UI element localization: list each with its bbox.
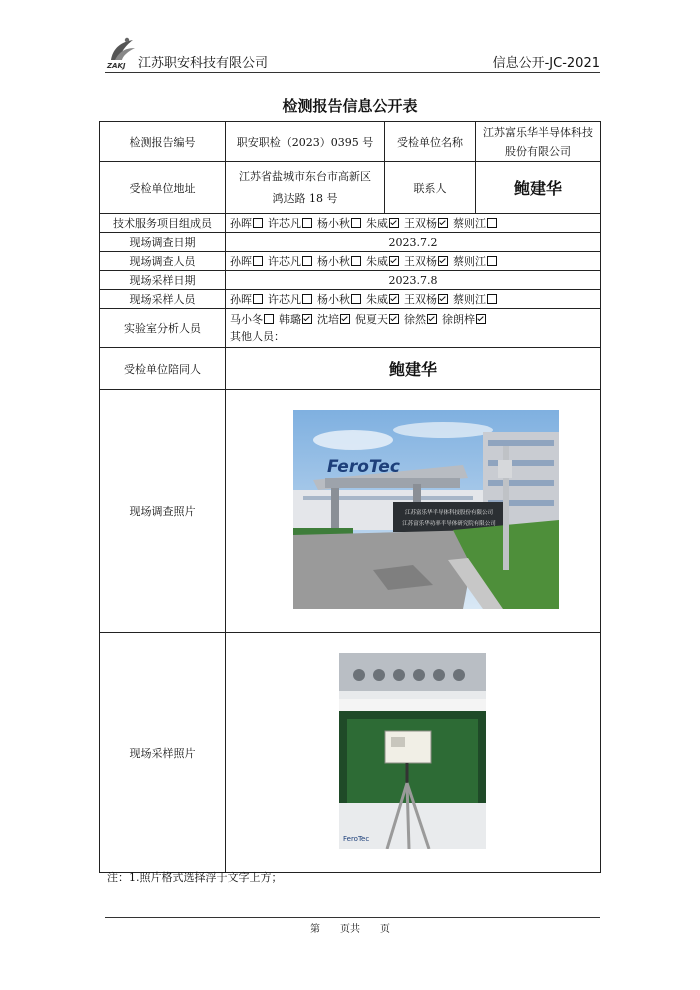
contact-label: 联系人 [385, 162, 476, 214]
staff-name: 徐朗梓 [442, 313, 475, 326]
staff-name: 蔡则江 [453, 255, 486, 268]
document-code: 信息公开-JC-2021 [492, 56, 600, 71]
footer-divider [105, 917, 600, 918]
staff-name: 许芯凡 [268, 217, 301, 230]
survey-staff-label: 现场调查人员 [100, 252, 226, 271]
checked-box-icon [438, 294, 448, 304]
table-row [100, 309, 601, 348]
team-label: 技术服务项目组成员 [100, 214, 226, 233]
empty-box-icon [487, 218, 497, 228]
staff-name: 孙晖 [230, 293, 252, 306]
sampling-photo-cell [226, 633, 601, 873]
staff-entry [453, 255, 497, 268]
empty-box-icon [253, 256, 263, 266]
staff-entry [366, 293, 399, 306]
empty-box-icon [302, 256, 312, 266]
table-row [100, 122, 601, 162]
staff-name: 杨小秋 [317, 217, 350, 230]
lab-other-staff: 其他人员： [230, 330, 285, 343]
table-row [100, 252, 601, 271]
staff-entry [317, 217, 361, 230]
staff-entry [268, 217, 312, 230]
table-row [100, 348, 601, 390]
sampling-date-label: 现场采样日期 [100, 271, 226, 290]
sampling-date-value: 2023.7.8 [226, 271, 601, 290]
staff-entry [317, 255, 361, 268]
lab-staff [230, 311, 596, 328]
table-row [100, 390, 601, 633]
staff-entry [268, 255, 312, 268]
staff-name: 王双杨 [404, 293, 437, 306]
checked-box-icon [302, 314, 312, 324]
address-value: 江苏省盐城市东台市高新区鸿达路 18 号 [226, 162, 385, 214]
staff-entry [317, 313, 350, 326]
staff-name: 王双杨 [404, 217, 437, 230]
staff-name: 朱威 [366, 255, 388, 268]
table-row [100, 290, 601, 309]
staff-name: 沈培 [317, 313, 339, 326]
checked-box-icon [476, 314, 486, 324]
sampling-staff [226, 290, 601, 309]
staff-entry [453, 217, 497, 230]
unit-name-label: 受检单位名称 [385, 122, 476, 162]
checked-box-icon [340, 314, 350, 324]
empty-box-icon [253, 218, 263, 228]
photo-sign-text: FeroTec [327, 457, 400, 477]
staff-name: 马小冬 [230, 313, 263, 326]
page-header [105, 38, 600, 72]
staff-name: 王双杨 [404, 255, 437, 268]
empty-box-icon [264, 314, 274, 324]
checked-box-icon [427, 314, 437, 324]
staff-entry [317, 293, 361, 306]
unit-name-value: 江苏富乐华半导体科技股份有限公司 [476, 122, 601, 162]
staff-entry [404, 293, 448, 306]
checked-box-icon [389, 218, 399, 228]
survey-staff [226, 252, 601, 271]
staff-entry [404, 313, 437, 326]
company-name: 江苏职安科技有限公司 [138, 56, 269, 71]
staff-entry [268, 293, 312, 306]
staff-name: 孙晖 [230, 255, 252, 268]
photo-plaque-line2: 江苏富乐华功率半导体研究院有限公司 [402, 521, 496, 527]
checked-box-icon [438, 256, 448, 266]
staff-entry [230, 255, 263, 268]
escort-label: 受检单位陪同人 [100, 348, 226, 390]
checked-box-icon [389, 314, 399, 324]
empty-box-icon [302, 294, 312, 304]
staff-entry [230, 217, 263, 230]
table-row [100, 271, 601, 290]
checked-box-icon [389, 294, 399, 304]
survey-photo-cell [226, 390, 601, 633]
checked-box-icon [389, 256, 399, 266]
table-row [100, 162, 601, 214]
staff-name: 倪夏天 [355, 313, 388, 326]
staff-entry [442, 313, 486, 326]
sampling-staff-label: 现场采样人员 [100, 290, 226, 309]
site-sampling-photo [339, 653, 486, 849]
staff-name: 蔡则江 [453, 217, 486, 230]
staff-name: 许芯凡 [268, 293, 301, 306]
logo-text: ZAKJ [107, 62, 126, 70]
survey-date-label: 现场调查日期 [100, 233, 226, 252]
staff-name: 徐然 [404, 313, 426, 326]
staff-name: 杨小秋 [317, 255, 350, 268]
contact-value: 鲍建华 [476, 162, 601, 214]
staff-entry [366, 217, 399, 230]
staff-entry [453, 293, 497, 306]
staff-name: 杨小秋 [317, 293, 350, 306]
team-members [226, 214, 601, 233]
info-table [99, 121, 601, 873]
header-divider [105, 72, 600, 73]
staff-entry [366, 255, 399, 268]
empty-box-icon [487, 294, 497, 304]
empty-box-icon [351, 218, 361, 228]
table-row [100, 214, 601, 233]
empty-box-icon [302, 218, 312, 228]
sampling-photo-label: 现场采样照片 [100, 633, 226, 873]
staff-entry [404, 255, 448, 268]
footnote: 注：1.照片格式选择浮于文字上方； [107, 871, 283, 884]
empty-box-icon [351, 256, 361, 266]
report-no-label: 检测报告编号 [100, 122, 226, 162]
table-row [100, 233, 601, 252]
photo2-label-text: FeroTec [343, 835, 370, 843]
staff-name: 许芯凡 [268, 255, 301, 268]
empty-box-icon [351, 294, 361, 304]
staff-entry [230, 313, 274, 326]
staff-entry [404, 217, 448, 230]
checked-box-icon [438, 218, 448, 228]
staff-name: 朱威 [366, 217, 388, 230]
lab-staff-cell [226, 309, 601, 348]
site-survey-photo [293, 410, 559, 609]
staff-entry [279, 313, 312, 326]
staff-entry [355, 313, 399, 326]
table-row [100, 633, 601, 873]
lab-label: 实验室分析人员 [100, 309, 226, 348]
staff-name: 朱威 [366, 293, 388, 306]
page-number: 第 页共 页 [310, 924, 390, 935]
survey-photo-label: 现场调查照片 [100, 390, 226, 633]
page-title: 检测报告信息公开表 [282, 97, 418, 115]
survey-date-value: 2023.7.2 [226, 233, 601, 252]
escort-value: 鲍建华 [226, 348, 601, 390]
report-no-value: 职安职检（2023）0395 号 [226, 122, 385, 162]
empty-box-icon [253, 294, 263, 304]
empty-box-icon [487, 256, 497, 266]
staff-name: 蔡则江 [453, 293, 486, 306]
photo-plaque-line1: 江苏富乐华半导体科技股份有限公司 [404, 510, 494, 516]
address-label: 受检单位地址 [100, 162, 226, 214]
staff-name: 韩璐 [279, 313, 301, 326]
staff-name: 孙晖 [230, 217, 252, 230]
staff-entry [230, 293, 263, 306]
